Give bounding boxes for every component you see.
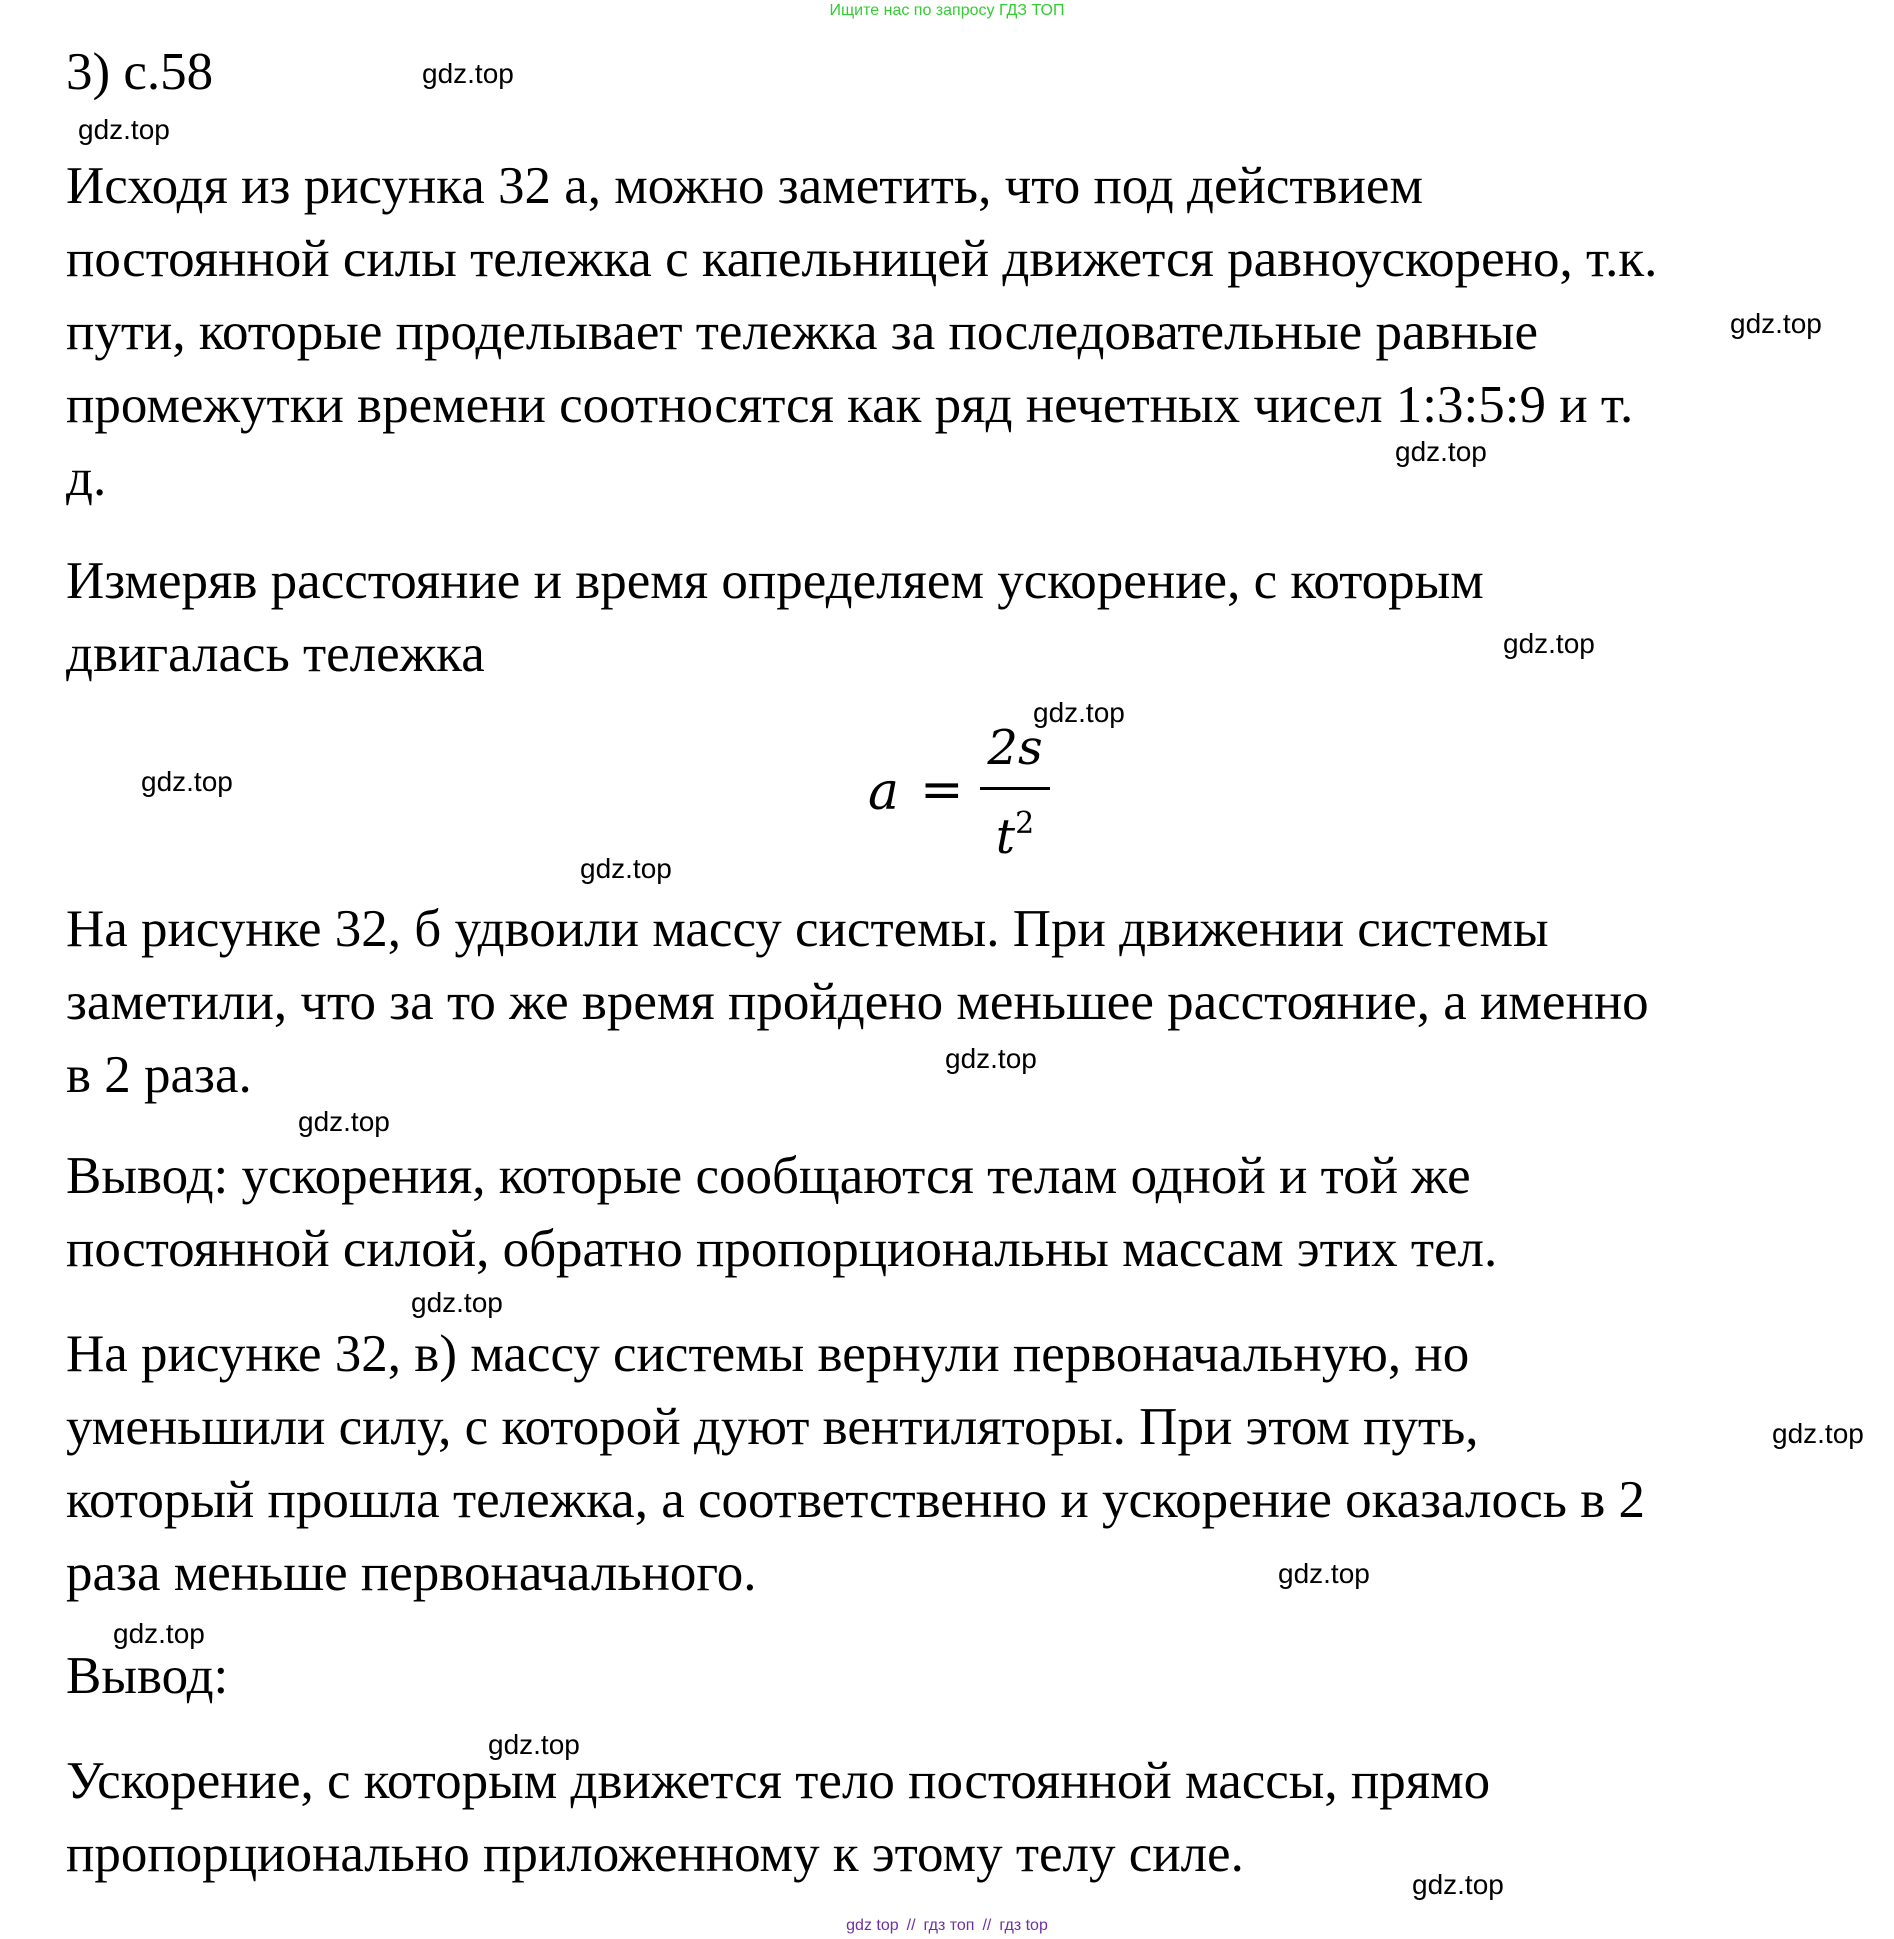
- footer-separator: //: [906, 1917, 916, 1934]
- watermark: gdz.top: [422, 58, 514, 89]
- watermark: gdz.top: [298, 1106, 390, 1137]
- watermark: gdz.top: [1033, 697, 1125, 728]
- acceleration-formula: [868, 720, 1048, 865]
- paragraph-conclusion-1: Вывод: ускорения, которые сообщаются телам одной и той же постоянной силой, обратно пропорциональны массам этих тел.: [66, 1147, 1498, 1278]
- formula-exponent: 2: [1015, 806, 1035, 841]
- watermark: gdz.top: [411, 1287, 503, 1318]
- paragraph-measurement: Измеряв расстояние и время определяем ускорение, с которым двигалась тележка: [66, 552, 1484, 683]
- page-title: 3) с.58: [66, 43, 214, 101]
- watermark: gdz.top: [1412, 1869, 1504, 1900]
- paragraph-reduced-force: На рисунке 32, в) массу системы вернули первоначальную, но уменьшили силу, с которой дуют вентиляторы. При этом путь, который прошла тележка, а соответственно и ускорение оказалось в 2 раза меньше первоначального.: [66, 1325, 1646, 1602]
- paragraph-double-mass: На рисунке 32, б удвоили массу системы. При движении системы заметили, что за то же время пройдено меньшее расстояние, а именно в 2 раза.: [66, 900, 1649, 1104]
- footer-separator: //: [982, 1917, 992, 1934]
- watermark: gdz.top: [945, 1043, 1037, 1074]
- watermark: gdz.top: [1772, 1418, 1864, 1449]
- paragraph-observation: Исходя из рисунка 32 а, можно заметить, что под действием постоянной силы тележка с капельницей движется равноускорено, т.к. пути, которые проделывает тележка за последовательные равные промежутки времени соотносятся как ряд нечетных чисел 1:3:5:9 и т. д.: [66, 157, 1658, 507]
- footer-part: гдз топ: [923, 1917, 975, 1934]
- formula-lhs: a: [868, 762, 900, 822]
- watermark: gdz.top: [141, 766, 233, 797]
- watermark: gdz.top: [1278, 1558, 1370, 1589]
- watermark: gdz.top: [78, 114, 170, 145]
- formula-denominator-base: t: [995, 809, 1016, 865]
- footer-banner: [0, 1917, 1894, 1935]
- fraction-bar: [980, 787, 1050, 790]
- watermark: gdz.top: [1730, 308, 1822, 339]
- watermark: gdz.top: [488, 1729, 580, 1760]
- watermark: gdz.top: [113, 1618, 205, 1649]
- paragraph-conclusion-2-label: Вывод:: [66, 1647, 229, 1705]
- watermark: gdz.top: [1503, 628, 1595, 659]
- formula-numerator: 2s: [987, 720, 1043, 776]
- footer-part: gdz top: [846, 1917, 899, 1934]
- watermark: gdz.top: [1395, 436, 1487, 467]
- formula-denominator: [980, 796, 1050, 865]
- formula-equals: =: [920, 760, 964, 820]
- paragraph-conclusion-2: Ускорение, с которым движется тело постоянной массы, прямо пропорционально приложенному к этому телу силе.: [66, 1752, 1491, 1883]
- footer-part: гдз top: [999, 1917, 1048, 1934]
- header-banner: Ищите нас по запросу ГДЗ ТОП: [829, 2, 1065, 19]
- watermark: gdz.top: [580, 853, 672, 884]
